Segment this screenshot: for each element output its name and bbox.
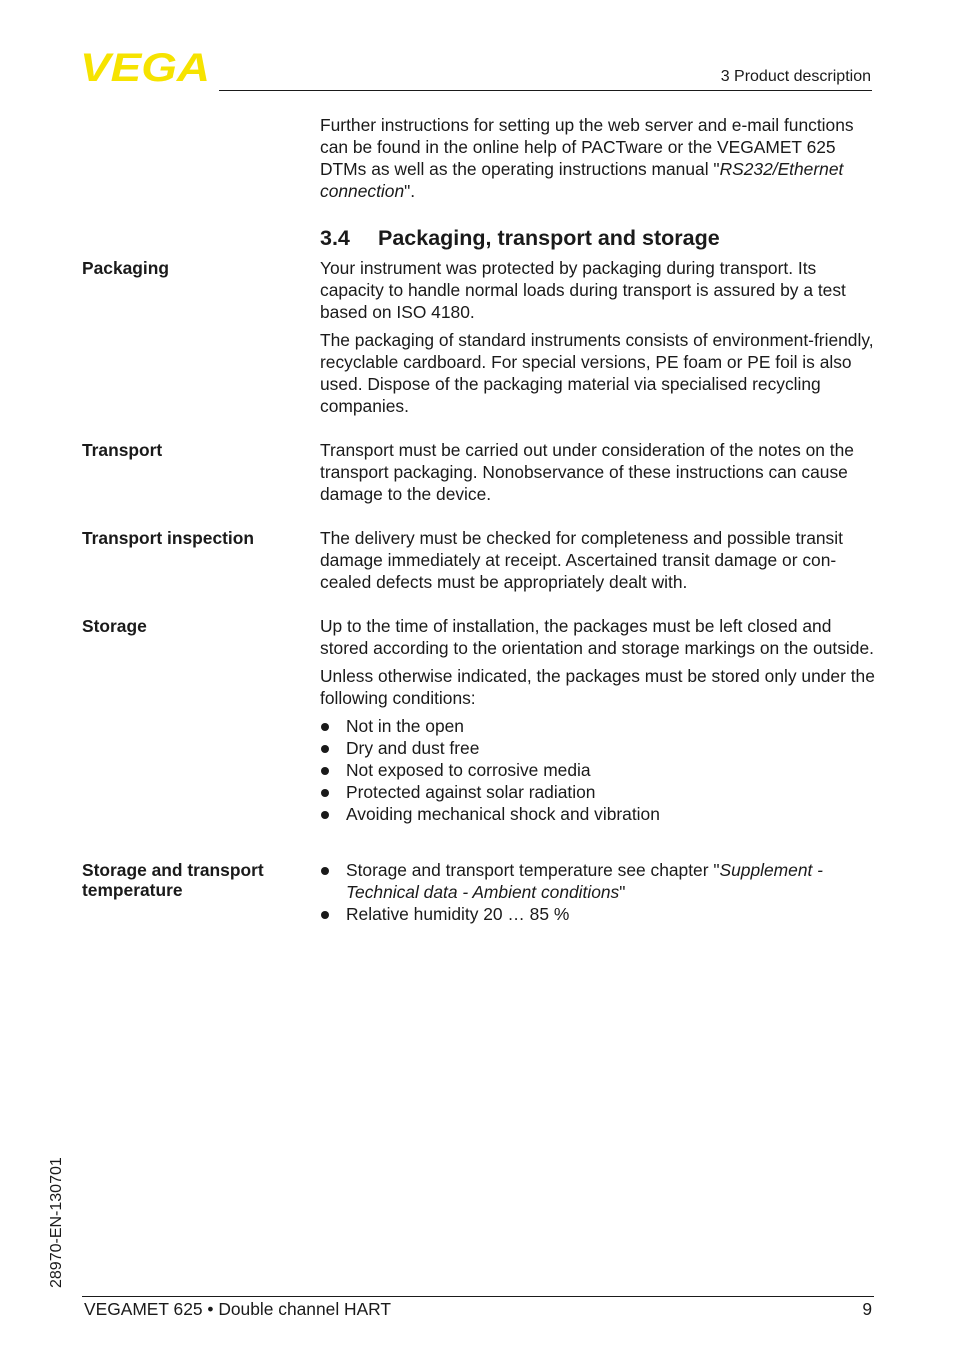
- storage-temperature-text: [320, 859, 875, 925]
- transport-inspection-text: [320, 527, 875, 599]
- transport-label: Transport: [82, 440, 163, 460]
- storage-paragraph-1: Up to the time of installation, the packages must be left closed and stored according to the orientation and storage markings on the outside.: [320, 616, 874, 658]
- footer-title: VEGAMET 625 • Double channel HART: [84, 1299, 392, 1319]
- list-item: Protected against solar radiation: [320, 781, 875, 803]
- footer-divider: [82, 1296, 874, 1297]
- packaging-paragraph-2: The packaging of standard instruments consists of environment-friendly, recyclable cardboard. For special versions, PE foam or PE foil is also used. Dispose of the packaging material via specialised recycling companies.: [320, 330, 874, 416]
- transport-text: [320, 439, 875, 511]
- storage-label: Storage: [82, 616, 147, 636]
- header-divider: [219, 90, 872, 91]
- intro-text: Further instructions for setting up the web server and e-mail functions can be found in the online help of PACTware or the VEGAMET 625 DTMs as well as the operating instructions manual ": [320, 115, 854, 179]
- intro-manual-title: RS232/Ethernet connection: [320, 159, 844, 201]
- page-number: 9: [862, 1299, 872, 1319]
- transport-inspection-paragraph: The delivery must be checked for completeness and possible transit damage immediately at receipt. Ascertained transit damage or con-cealed defects must be appropriately dealt with.: [320, 528, 843, 592]
- packaging-label: Packaging: [82, 258, 169, 278]
- transport-paragraph: Transport must be carried out under consideration of the notes on the transport packaging. Nonobservance of these instructions can cause damage to the device.: [320, 440, 854, 504]
- storage-temperature-label: Storage and transport temperature: [82, 860, 264, 900]
- intro-text-end: ".: [404, 181, 416, 201]
- intro-paragraph: [320, 114, 875, 208]
- list-item: Dry and dust free: [320, 737, 875, 759]
- storage-text: [320, 615, 875, 825]
- list-item: Relative humidity 20 … 85 %: [320, 903, 875, 925]
- temperature-text-end: ": [619, 882, 626, 902]
- storage-conditions-list: [320, 715, 875, 825]
- svg-text:VEGA: VEGA: [80, 50, 210, 84]
- section-title: Packaging, transport and storage: [378, 226, 720, 250]
- packaging-paragraph-1: Your instrument was protected by packaging during transport. Its capacity to handle normal loads during transport is assured by a test based on ISO 4180.: [320, 258, 846, 322]
- storage-temperature-list: [320, 859, 875, 925]
- header-section-title: 3 Product description: [720, 68, 871, 85]
- storage-paragraph-2: Unless otherwise indicated, the packages must be stored only under the following conditions:: [320, 666, 875, 708]
- transport-inspection-label: Transport inspection: [82, 528, 254, 548]
- temperature-text: Storage and transport temperature see chapter ": [346, 860, 720, 880]
- packaging-text: [320, 257, 875, 423]
- temperature-chapter-ref: Supplement - Technical data - Ambient conditions: [346, 860, 823, 902]
- list-item: Not exposed to corrosive media: [320, 759, 875, 781]
- section-heading: [320, 226, 720, 251]
- section-number: 3.4: [320, 226, 350, 250]
- document-id: 28970-EN-130701: [48, 1157, 65, 1288]
- list-item: Not in the open: [320, 715, 875, 737]
- vega-logo: [80, 50, 212, 84]
- list-item: Avoiding mechanical shock and vibration: [320, 803, 875, 825]
- list-item: [320, 859, 875, 903]
